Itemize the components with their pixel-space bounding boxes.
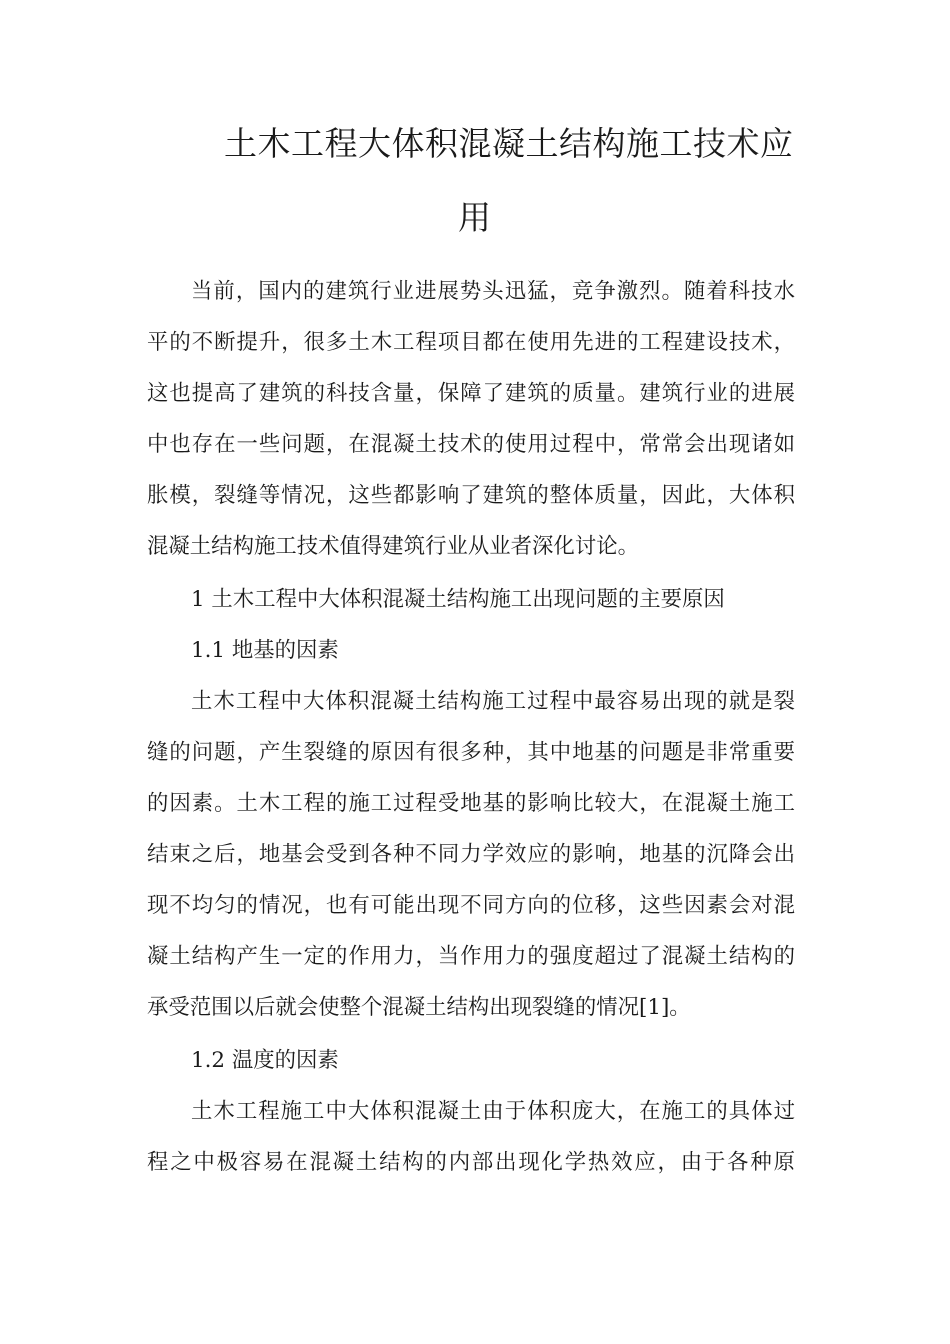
- document-title-line-1: 土木工程大体积混凝土结构施工技术应: [224, 124, 794, 163]
- paragraph-2-line-1: 土木工程中大体积混凝土结构施工过程中最容易出现的就是裂: [191, 689, 795, 714]
- section-heading-1: 1 土木工程中大体积混凝土结构施工出现问题的主要原因: [191, 587, 725, 612]
- paragraph-1-line-4: 中也存在一些问题，在混凝土技术的使用过程中，常常会出现诸如: [147, 432, 795, 457]
- document-title-line-2: 用: [458, 198, 492, 237]
- paragraph-2-line-4: 结束之后，地基会受到各种不同力学效应的影响，地基的沉降会出: [147, 842, 795, 867]
- paragraph-3-line-1: 土木工程施工中大体积混凝土由于体积庞大，在施工的具体过: [191, 1099, 795, 1124]
- paragraph-2-line-5: 现不均匀的情况，也有可能出现不同方向的位移，这些因素会对混: [147, 893, 795, 918]
- paragraph-1-line-6: 混凝土结构施工技术值得建筑行业从业者深化讨论。: [147, 534, 639, 559]
- section-heading-1-2: 1.2 温度的因素: [191, 1048, 339, 1073]
- paragraph-2-line-2: 缝的问题，产生裂缝的原因有很多种，其中地基的问题是非常重要: [147, 740, 795, 765]
- paragraph-1-line-1: 当前，国内的建筑行业进展势头迅猛，竞争激烈。随着科技水: [191, 279, 795, 304]
- paragraph-3-line-2: 程之中极容易在混凝土结构的内部出现化学热效应，由于各种原: [147, 1150, 795, 1175]
- paragraph-2-line-3: 的因素。土木工程的施工过程受地基的影响比较大，在混凝土施工: [147, 791, 795, 816]
- paragraph-1-line-5: 胀模，裂缝等情况，这些都影响了建筑的整体质量，因此，大体积: [147, 483, 795, 508]
- section-heading-1-1: 1.1 地基的因素: [191, 638, 339, 663]
- paragraph-1-line-3: 这也提高了建筑的科技含量，保障了建筑的质量。建筑行业的进展: [147, 381, 795, 406]
- paragraph-1-line-2: 平的不断提升，很多土木工程项目都在使用先进的工程建设技术，: [147, 330, 795, 355]
- paragraph-2-line-6: 凝土结构产生一定的作用力，当作用力的强度超过了混凝土结构的: [147, 944, 795, 969]
- paragraph-2-line-7: 承受范围以后就会使整个混凝土结构出现裂缝的情况[1]。: [147, 995, 691, 1020]
